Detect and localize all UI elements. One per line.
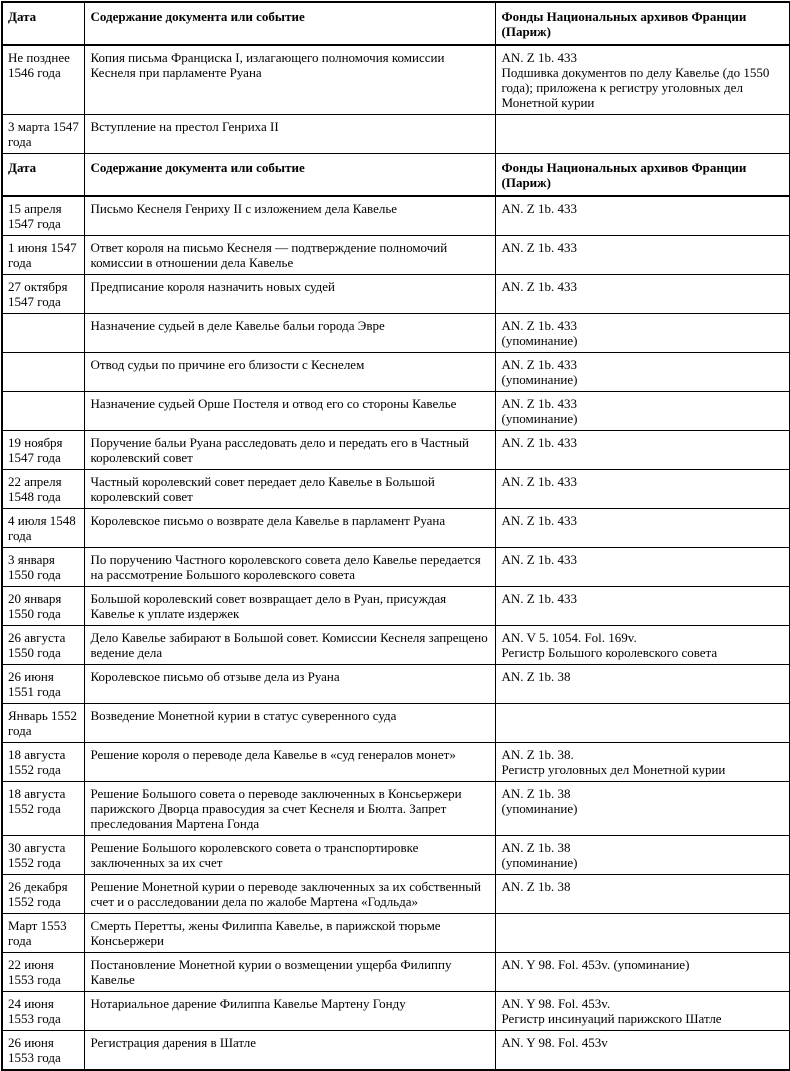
content-cell: Вступление на престол Генриха II [84, 115, 495, 154]
table-row [2, 548, 790, 587]
date-cell: 30 августа 1552 года [2, 836, 84, 875]
date-cell: 18 августа 1552 года [2, 743, 84, 782]
fonds-line: AN. Z 1b. 433 [501, 474, 577, 489]
content-cell: Поручение бальи Руана расследовать дело и передать его в Частный королевский совет [84, 431, 495, 470]
date-cell [2, 392, 84, 431]
fonds-line: AN. Z 1b. 433 [501, 396, 577, 411]
fonds-line: AN. Z 1b. 433 [501, 240, 577, 255]
fonds-cell [495, 665, 790, 704]
date-cell: Март 1553 года [2, 914, 84, 953]
fonds-line: AN. Z 1b. 38. [501, 747, 574, 762]
content-cell: Большой королевский совет возвращает дело в Руан, присуждая Кавелье к уплате издержек [84, 587, 495, 626]
fonds-line: Регистр уголовных дел Монетной курии [501, 762, 726, 777]
fonds-line: AN. V 5. 1054. Fol. 169v. [501, 630, 637, 645]
fonds-line: (упоминание) [501, 801, 578, 816]
table-header-row [2, 2, 790, 45]
content-cell: Возведение Монетной курии в статус суверенного суда [84, 704, 495, 743]
content-cell: Нотариальное дарение Филиппа Кавелье Мартену Гонду [84, 992, 495, 1031]
table-row [2, 953, 790, 992]
column-header-fonds: Фонды Национальных архивов Франции (Париж) [495, 154, 790, 197]
content-cell: Королевское письмо об отзыве дела из Руана [84, 665, 495, 704]
date-cell: 3 января 1550 года [2, 548, 84, 587]
fonds-cell [495, 1031, 790, 1071]
table-row [2, 236, 790, 275]
fonds-line: AN. Z 1b. 433 [501, 50, 577, 65]
fonds-line: AN. Z 1b. 433 [501, 279, 577, 294]
fonds-line: (упоминание) [501, 372, 578, 387]
date-cell: 3 марта 1547 года [2, 115, 84, 154]
fonds-line: AN. Z 1b. 433 [501, 591, 577, 606]
content-cell: Копия письма Франциска I, излагающего полномочия комиссии Кеснеля при парламенте Руана [84, 45, 495, 115]
content-cell: Предписание короля назначить новых судей [84, 275, 495, 314]
table-header-row [2, 154, 790, 197]
fonds-cell [495, 914, 790, 953]
date-cell: 4 июля 1548 года [2, 509, 84, 548]
content-cell: Решение Монетной курии о переводе заключенных за их собственный счет и о расследовании дела по жалобе Мартена «Годльда» [84, 875, 495, 914]
content-cell: Отвод судьи по причине его близости с Кеснелем [84, 353, 495, 392]
fonds-line: AN. Y 98. Fol. 453v [501, 1035, 608, 1050]
fonds-line: Регистр Большого королевского совета [501, 645, 718, 660]
table-row [2, 626, 790, 665]
table-row [2, 743, 790, 782]
fonds-cell [495, 470, 790, 509]
fonds-cell [495, 875, 790, 914]
fonds-cell [495, 275, 790, 314]
fonds-line: AN. Y 98. Fol. 453v. [501, 996, 611, 1011]
content-cell: Решение Большого совета о переводе заключенных в Консьержери парижского Дворца правосудия за счет Кеснеля и Бюлта. Запрет преследования Мартена Гонда [84, 782, 495, 836]
table-row [2, 314, 790, 353]
fonds-line: (упоминание) [501, 411, 578, 426]
table-row [2, 392, 790, 431]
fonds-line: AN. Z 1b. 433 [501, 435, 577, 450]
content-cell: Частный королевский совет передает дело Кавелье в Большой королевский совет [84, 470, 495, 509]
fonds-line: (упоминание) [501, 855, 578, 870]
date-cell: 22 июня 1553 года [2, 953, 84, 992]
content-cell: Постановление Монетной курии о возмещении ущерба Филиппу Кавелье [84, 953, 495, 992]
archive-chronology-table [1, 1, 790, 1071]
date-cell: 19 ноября 1547 года [2, 431, 84, 470]
fonds-cell [495, 431, 790, 470]
content-cell: По поручению Частного королевского совета дело Кавелье передается на рассмотрение Большого королевского совета [84, 548, 495, 587]
table-row [2, 509, 790, 548]
date-cell: 26 декабря 1552 года [2, 875, 84, 914]
date-cell: 15 апреля 1547 года [2, 196, 84, 236]
date-cell: 18 августа 1552 года [2, 782, 84, 836]
table-row [2, 992, 790, 1031]
table-row [2, 587, 790, 626]
fonds-cell [495, 353, 790, 392]
date-cell: 22 апреля 1548 года [2, 470, 84, 509]
table-row [2, 836, 790, 875]
date-cell: 26 июня 1553 года [2, 1031, 84, 1071]
table-row [2, 914, 790, 953]
table-row [2, 470, 790, 509]
table-row [2, 704, 790, 743]
column-header-date: Дата [2, 154, 84, 197]
table-row [2, 665, 790, 704]
table-row [2, 45, 790, 115]
date-cell [2, 353, 84, 392]
fonds-cell [495, 314, 790, 353]
date-cell: 1 июня 1547 года [2, 236, 84, 275]
table-row [2, 875, 790, 914]
table-row [2, 275, 790, 314]
fonds-line: AN. Z 1b. 38 [501, 669, 571, 684]
content-cell: Королевское письмо о возврате дела Кавелье в парламент Руана [84, 509, 495, 548]
fonds-line: AN. Z 1b. 433 [501, 552, 577, 567]
table-row [2, 431, 790, 470]
date-cell: 24 июня 1553 года [2, 992, 84, 1031]
fonds-cell [495, 626, 790, 665]
date-cell: 27 октября 1547 года [2, 275, 84, 314]
fonds-cell [495, 782, 790, 836]
column-header-fonds: Фонды Национальных архивов Франции (Париж) [495, 2, 790, 45]
content-cell: Решение Большого королевского совета о транспортировке заключенных за их счет [84, 836, 495, 875]
fonds-cell [495, 953, 790, 992]
fonds-cell [495, 836, 790, 875]
fonds-cell [495, 196, 790, 236]
content-cell: Письмо Кеснеля Генриху II с изложением дела Кавелье [84, 196, 495, 236]
fonds-line: AN. Z 1b. 38 [501, 786, 571, 801]
fonds-cell [495, 45, 790, 115]
fonds-cell [495, 392, 790, 431]
date-cell: Не позднее 1546 года [2, 45, 84, 115]
content-cell: Решение короля о переводе дела Кавелье в «суд генералов монет» [84, 743, 495, 782]
column-header-content: Содержание документа или событие [84, 2, 495, 45]
fonds-cell [495, 992, 790, 1031]
fonds-line: AN. Z 1b. 433 [501, 318, 577, 333]
table-row [2, 782, 790, 836]
table-row [2, 115, 790, 154]
column-header-date: Дата [2, 2, 84, 45]
fonds-cell [495, 115, 790, 154]
table-body [2, 2, 790, 1070]
content-cell: Ответ короля на письмо Кеснеля — подтверждение полномочий комиссии в отношении дела Кавелье [84, 236, 495, 275]
fonds-line: (упоминание) [501, 333, 578, 348]
date-cell: 26 июня 1551 года [2, 665, 84, 704]
fonds-cell [495, 704, 790, 743]
date-cell [2, 314, 84, 353]
column-header-content: Содержание документа или событие [84, 154, 495, 197]
fonds-line: Подшивка документов по делу Кавелье (до 1550 года); приложена к регистру уголовных дел Монетной курии [501, 65, 770, 110]
content-cell: Регистрация дарения в Шатле [84, 1031, 495, 1071]
fonds-line: AN. Z 1b. 38 [501, 840, 571, 855]
table-row [2, 196, 790, 236]
content-cell: Дело Кавелье забирают в Большой совет. Комиссии Кеснеля запрещено ведение дела [84, 626, 495, 665]
fonds-cell [495, 743, 790, 782]
content-cell: Назначение судьей в деле Кавелье бальи города Эвре [84, 314, 495, 353]
fonds-cell [495, 587, 790, 626]
fonds-cell [495, 509, 790, 548]
fonds-cell [495, 548, 790, 587]
fonds-cell [495, 236, 790, 275]
fonds-line: AN. Y 98. Fol. 453v. (упоминание) [501, 957, 690, 972]
date-cell: 20 января 1550 года [2, 587, 84, 626]
content-cell: Назначение судьей Орше Постеля и отвод его со стороны Кавелье [84, 392, 495, 431]
content-cell: Смерть Перетты, жены Филиппа Кавелье, в парижской тюрьме Консьержери [84, 914, 495, 953]
fonds-line: AN. Z 1b. 433 [501, 201, 577, 216]
date-cell: 26 августа 1550 года [2, 626, 84, 665]
table-row [2, 353, 790, 392]
table-row [2, 1031, 790, 1071]
fonds-line: AN. Z 1b. 433 [501, 357, 577, 372]
date-cell: Январь 1552 года [2, 704, 84, 743]
fonds-line: AN. Z 1b. 433 [501, 513, 577, 528]
fonds-line: Регистр инсинуаций парижского Шатле [501, 1011, 722, 1026]
fonds-line: AN. Z 1b. 38 [501, 879, 571, 894]
